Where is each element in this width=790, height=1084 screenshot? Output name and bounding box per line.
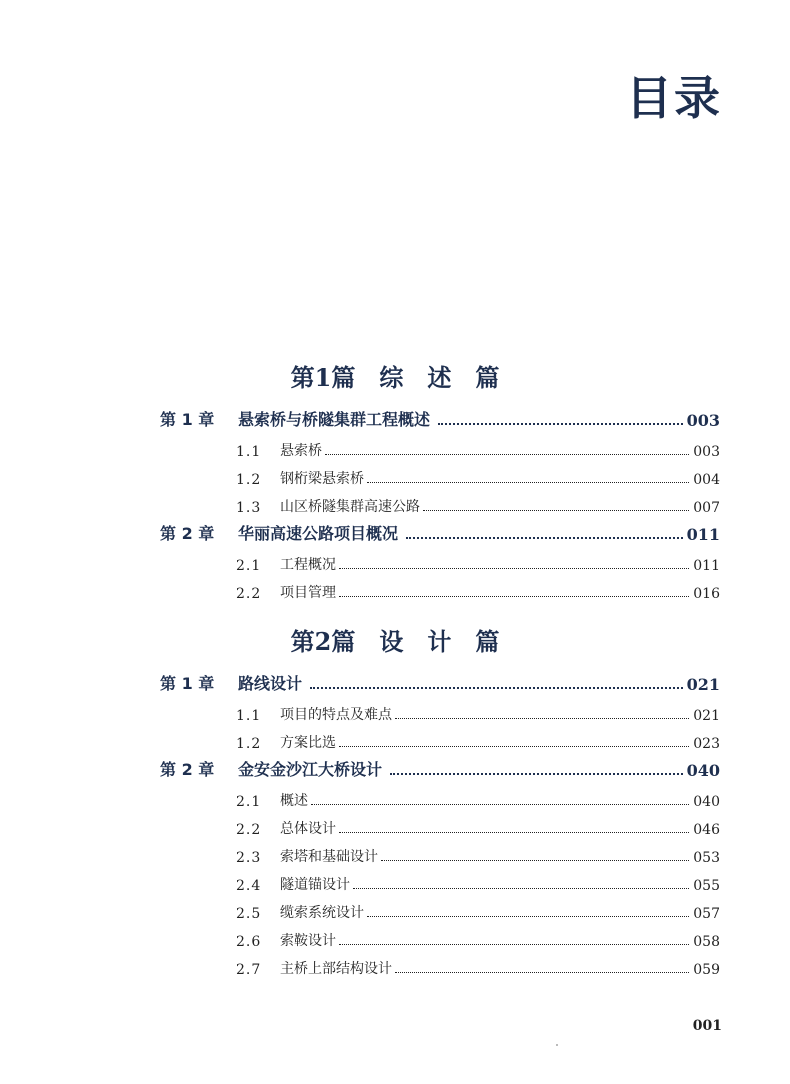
chapter-title: 金安金沙江大桥设计 bbox=[238, 760, 383, 779]
section-number: 1.1 bbox=[236, 444, 262, 460]
section-title: 项目管理 bbox=[280, 585, 336, 601]
section-number: 2.5 bbox=[236, 906, 262, 922]
chapter-number: 第 1 章 bbox=[160, 410, 215, 429]
dot-leader bbox=[381, 860, 689, 861]
page-title: 目录 bbox=[626, 71, 722, 125]
page-number: 040 bbox=[693, 794, 720, 810]
toc-section-entry[interactable] bbox=[236, 464, 720, 488]
toc-section-entry[interactable] bbox=[236, 578, 720, 602]
page-number: 021 bbox=[693, 708, 720, 724]
page-number: 016 bbox=[693, 586, 720, 602]
section-number: 2.4 bbox=[236, 878, 262, 894]
toc-chapter-entry[interactable] bbox=[160, 756, 720, 780]
section-number: 2.2 bbox=[236, 586, 262, 602]
dot-leader bbox=[438, 423, 683, 425]
dot-leader bbox=[423, 510, 689, 511]
dot-leader bbox=[311, 804, 689, 805]
section-title: 悬索桥 bbox=[280, 443, 322, 459]
section-title: 概述 bbox=[280, 793, 308, 809]
page-number: 011 bbox=[686, 525, 720, 544]
section-title: 工程概况 bbox=[280, 557, 336, 573]
section-title: 隧道锚设计 bbox=[280, 877, 350, 893]
dot-leader bbox=[390, 773, 683, 775]
dot-leader bbox=[395, 972, 689, 973]
toc-section-entry[interactable] bbox=[236, 786, 720, 810]
page-number: 058 bbox=[693, 934, 720, 950]
toc-section-entry[interactable] bbox=[236, 814, 720, 838]
section-number: 2.7 bbox=[236, 962, 262, 978]
page-number: 023 bbox=[693, 736, 720, 752]
section-number: 2.2 bbox=[236, 822, 262, 838]
toc-section-entry[interactable] bbox=[236, 898, 720, 922]
dot-leader bbox=[406, 537, 683, 539]
section-title: 山区桥隧集群高速公路 bbox=[280, 499, 420, 515]
section-number: 2.3 bbox=[236, 850, 262, 866]
page-number: 021 bbox=[686, 675, 720, 694]
page-number: 003 bbox=[693, 444, 720, 460]
chapter-title: 路线设计 bbox=[238, 674, 303, 693]
section-title: 总体设计 bbox=[280, 821, 336, 837]
dot-leader bbox=[339, 568, 689, 569]
chapter-number: 第 2 章 bbox=[160, 524, 215, 543]
section-number: 1.3 bbox=[236, 500, 262, 516]
page-number: 011 bbox=[693, 558, 720, 574]
chapter-title: 华丽高速公路项目概况 bbox=[238, 524, 399, 543]
page-number: 040 bbox=[686, 761, 720, 780]
page-number: 055 bbox=[693, 878, 720, 894]
toc-section-entry[interactable] bbox=[236, 728, 720, 752]
folio-page-number: 001 bbox=[692, 1018, 722, 1034]
section-title: 项目的特点及难点 bbox=[280, 707, 392, 723]
section-title: 索塔和基础设计 bbox=[280, 849, 378, 865]
toc-chapter-entry[interactable] bbox=[160, 520, 720, 544]
section-title: 索鞍设计 bbox=[280, 933, 336, 949]
toc-section-entry[interactable] bbox=[236, 954, 720, 978]
page-number: 059 bbox=[693, 962, 720, 978]
dot-leader bbox=[339, 746, 689, 747]
part-heading: 第2篇 设 计 篇 bbox=[290, 627, 500, 656]
page-number: 053 bbox=[693, 850, 720, 866]
dot-leader bbox=[325, 454, 689, 455]
dot-leader bbox=[339, 596, 689, 597]
page-number: 057 bbox=[693, 906, 720, 922]
section-number: 1.1 bbox=[236, 708, 262, 724]
toc-section-entry[interactable] bbox=[236, 492, 720, 516]
toc-section-entry[interactable] bbox=[236, 436, 720, 460]
toc-section-entry[interactable] bbox=[236, 700, 720, 724]
chapter-number: 第 1 章 bbox=[160, 674, 215, 693]
toc-section-entry[interactable] bbox=[236, 842, 720, 866]
section-number: 2.1 bbox=[236, 794, 262, 810]
dot-leader bbox=[367, 916, 689, 917]
dot-leader bbox=[339, 832, 689, 833]
dot-leader bbox=[367, 482, 689, 483]
section-title: 主桥上部结构设计 bbox=[280, 961, 392, 977]
section-number: 2.6 bbox=[236, 934, 262, 950]
chapter-title: 悬索桥与桥隧集群工程概述 bbox=[238, 410, 431, 429]
section-number: 1.2 bbox=[236, 736, 262, 752]
dot-leader bbox=[339, 944, 689, 945]
toc-section-entry[interactable] bbox=[236, 926, 720, 950]
section-number: 2.1 bbox=[236, 558, 262, 574]
toc-chapter-entry[interactable] bbox=[160, 670, 720, 694]
part-heading: 第1篇 综 述 篇 bbox=[290, 363, 500, 392]
section-title: 缆索系统设计 bbox=[280, 905, 364, 921]
scan-speck bbox=[556, 1044, 558, 1046]
chapter-number: 第 2 章 bbox=[160, 760, 215, 779]
page-number: 046 bbox=[693, 822, 720, 838]
dot-leader bbox=[395, 718, 689, 719]
dot-leader bbox=[310, 687, 683, 689]
dot-leader bbox=[353, 888, 689, 889]
page-number: 007 bbox=[693, 500, 720, 516]
page-number: 003 bbox=[686, 411, 720, 430]
section-title: 钢桁梁悬索桥 bbox=[280, 471, 364, 487]
section-title: 方案比选 bbox=[280, 735, 336, 751]
section-number: 1.2 bbox=[236, 472, 262, 488]
page-number: 004 bbox=[693, 472, 720, 488]
toc-section-entry[interactable] bbox=[236, 550, 720, 574]
toc-chapter-entry[interactable] bbox=[160, 406, 720, 430]
toc-section-entry[interactable] bbox=[236, 870, 720, 894]
